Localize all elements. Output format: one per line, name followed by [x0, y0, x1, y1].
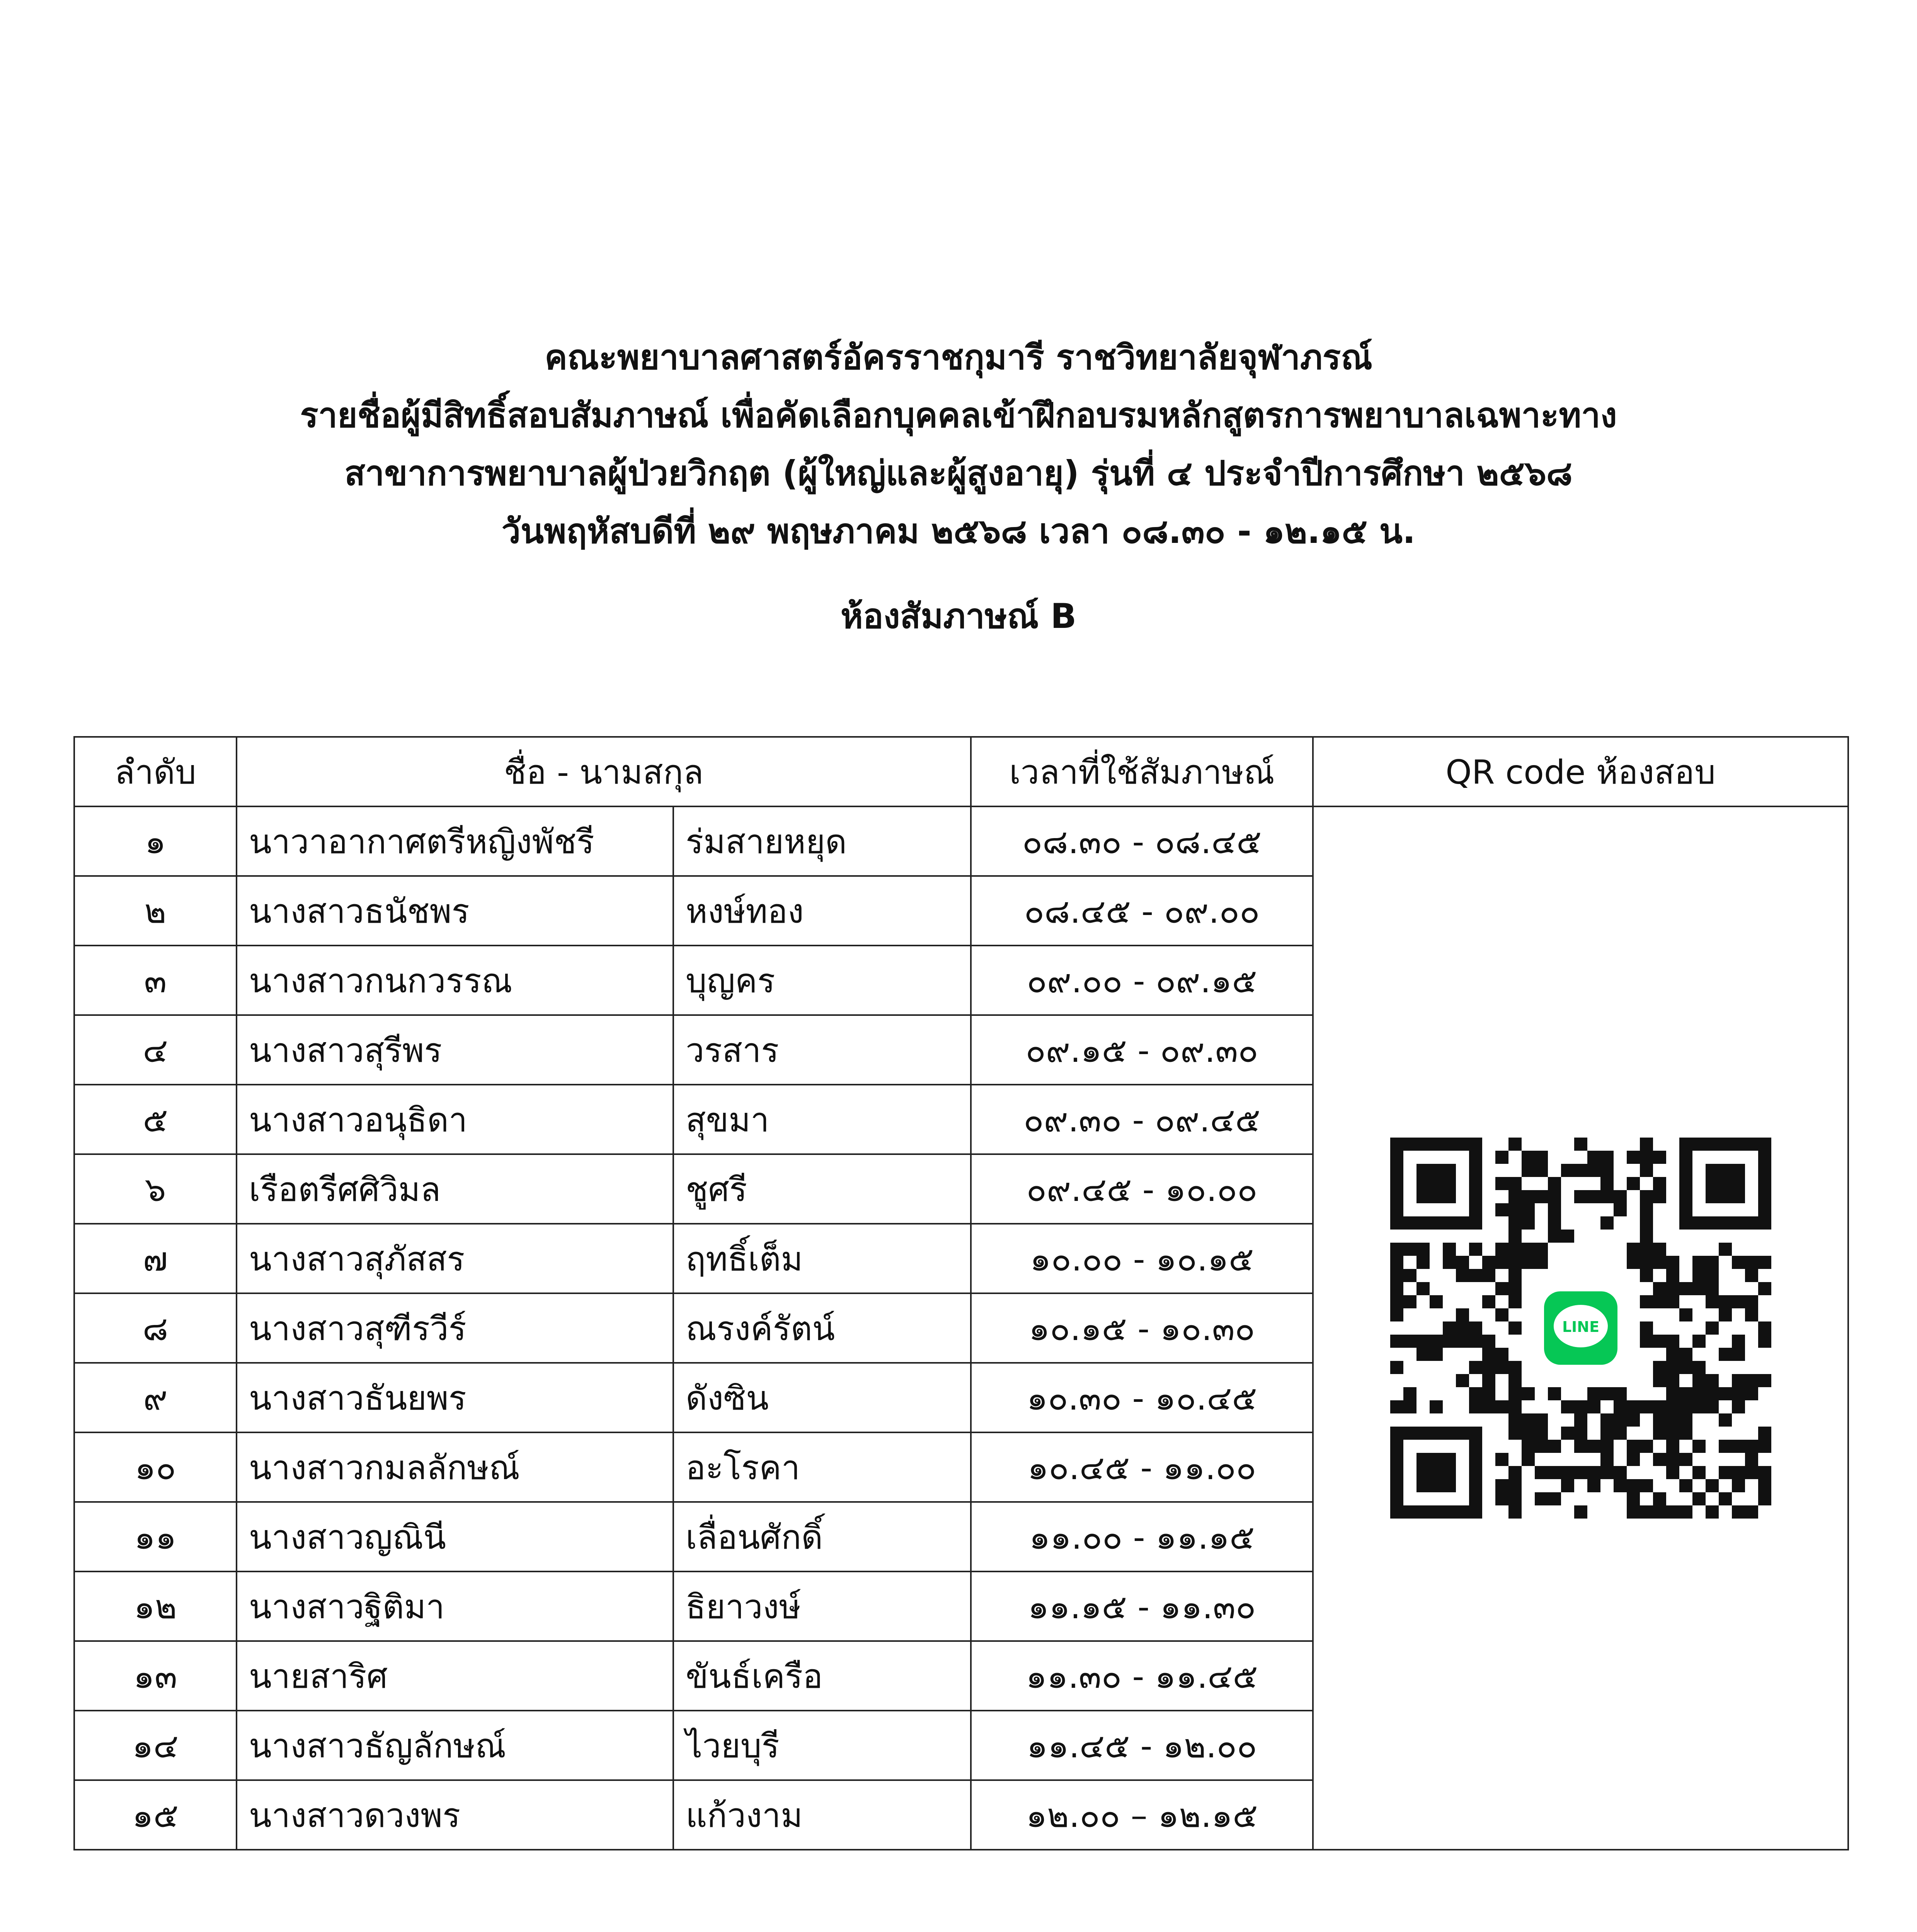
row-first-name: นางสาวธันยพร	[237, 1363, 673, 1432]
row-first-name: นางสาวสุภัสสร	[237, 1224, 673, 1293]
row-number: ๑๑	[74, 1502, 237, 1571]
row-time: ๑๑.๑๕ - ๑๑.๓๐	[971, 1571, 1313, 1641]
row-first-name: นางสาวดวงพร	[237, 1780, 673, 1850]
qr-code-cell	[1313, 806, 1848, 1850]
row-first-name: นายสาริศ	[237, 1641, 673, 1711]
row-last-name: บุญคร	[673, 946, 971, 1015]
row-time: ๑๐.๔๕ - ๑๑.๐๐	[971, 1432, 1313, 1502]
announcement-title: รายชื่อผู้มีสิทธิ์สอบสัมภาษณ์ เพื่อคัดเลือกบุคคลเข้าฝึกอบรมหลักสูตรการพยาบาลเฉพาะทาง	[300, 395, 1617, 435]
row-time: ๑๑.๔๕ - ๑๒.๐๐	[971, 1711, 1313, 1780]
row-time: ๑๐.๓๐ - ๑๐.๔๕	[971, 1363, 1313, 1432]
row-time: ๑๐.๐๐ - ๑๐.๑๕	[971, 1224, 1313, 1293]
row-last-name: ไวยบุรี	[673, 1711, 971, 1780]
row-time: ๐๙.๐๐ - ๐๙.๑๕	[971, 946, 1313, 1015]
row-first-name: นางสาวสุฑีรวีร์	[237, 1293, 673, 1363]
row-first-name: นางสาวกมลลักษณ์	[237, 1432, 673, 1502]
room-title: ห้องสัมภาษณ์ B	[840, 596, 1077, 636]
row-first-name: นางสาวธนัชพร	[237, 876, 673, 946]
row-last-name: วรสาร	[673, 1015, 971, 1085]
line-logo-text: LINE	[1562, 1318, 1599, 1335]
row-first-name: นาวาอากาศตรีหญิงพัชรี	[237, 806, 673, 876]
row-last-name: แก้วงาม	[673, 1780, 971, 1850]
row-first-name: นางสาวธัญลักษณ์	[237, 1711, 673, 1780]
row-last-name: ธิยาวงษ์	[673, 1571, 971, 1641]
row-last-name: ร่มสายหยุด	[673, 806, 971, 876]
row-first-name: นางสาวกนกวรรณ	[237, 946, 673, 1015]
row-number: ๑๐	[74, 1432, 237, 1502]
row-last-name: ฤทธิ์เต็ม	[673, 1224, 971, 1293]
row-number: ๑๔	[74, 1711, 237, 1780]
header-no: ลำดับ	[74, 737, 237, 806]
row-last-name: อะโรคา	[673, 1432, 971, 1502]
header-name: ชื่อ - นามสกุล	[237, 737, 971, 806]
row-last-name: ณรงค์รัตน์	[673, 1293, 971, 1363]
interview-date: วันพฤหัสบดีที่ ๒๙ พฤษภาคม ๒๕๖๘ เวลา ๐๘.๓๐ - ๑๒.๑๕ น.	[501, 511, 1416, 551]
row-number: ๗	[74, 1224, 237, 1293]
row-last-name: ดังซิน	[673, 1363, 971, 1432]
row-first-name: นางสาวญณินี	[237, 1502, 673, 1571]
row-last-name: เลื่อนศักดิ์	[673, 1502, 971, 1571]
table-body	[74, 806, 1848, 1850]
row-first-name: เรือตรีศศิวิมล	[237, 1154, 673, 1224]
row-time: ๑๐.๑๕ - ๑๐.๓๐	[971, 1293, 1313, 1363]
interview-schedule-table	[73, 736, 1849, 1850]
program-title: สาขาการพยาบาลผู้ป่วยวิกฤต (ผู้ใหญ่และผู้สูงอายุ) รุ่นที่ ๔ ประจำปีการศึกษา ๒๕๖๘	[344, 453, 1573, 493]
row-time: ๐๙.๓๐ - ๐๙.๔๕	[971, 1085, 1313, 1154]
row-time: ๑๒.๐๐ – ๑๒.๑๕	[971, 1780, 1313, 1850]
row-last-name: ขันธ์เครือ	[673, 1641, 971, 1711]
row-last-name: ชูศรี	[673, 1154, 971, 1224]
row-number: ๔	[74, 1015, 237, 1085]
row-time: ๐๙.๑๕ - ๐๙.๓๐	[971, 1015, 1313, 1085]
table-header-row	[74, 737, 1848, 806]
row-time: ๑๑.๓๐ - ๑๑.๔๕	[971, 1641, 1313, 1711]
row-time: ๐๙.๔๕ - ๑๐.๐๐	[971, 1154, 1313, 1224]
row-number: ๑	[74, 806, 237, 876]
row-number: ๓	[74, 946, 237, 1015]
row-first-name: นางสาวอนุธิดา	[237, 1085, 673, 1154]
document-header	[0, 328, 1917, 645]
header-qr: QR code ห้องสอบ	[1313, 737, 1848, 806]
row-number: ๑๕	[74, 1780, 237, 1850]
row-time: ๐๘.๓๐ - ๐๘.๔๕	[971, 806, 1313, 876]
row-number: ๑๒	[74, 1571, 237, 1641]
row-last-name: หงษ์ทอง	[673, 876, 971, 946]
row-first-name: นางสาวสุรีพร	[237, 1015, 673, 1085]
header-time: เวลาที่ใช้สัมภาษณ์	[971, 737, 1313, 806]
row-time: ๐๘.๔๕ - ๐๙.๐๐	[971, 876, 1313, 946]
row-number: ๖	[74, 1154, 237, 1224]
faculty-title: คณะพยาบาลศาสตร์อัครราชกุมารี ราชวิทยาลัยจุฬาภรณ์	[545, 337, 1372, 377]
row-first-name: นางสาวฐิติมา	[237, 1571, 673, 1641]
row-number: ๒	[74, 876, 237, 946]
row-number: ๕	[74, 1085, 237, 1154]
row-time: ๑๑.๐๐ - ๑๑.๑๕	[971, 1502, 1313, 1571]
table-row	[74, 806, 1848, 876]
row-number: ๑๓	[74, 1641, 237, 1711]
row-number: ๘	[74, 1293, 237, 1363]
qr-code[interactable]	[1390, 1138, 1771, 1519]
row-number: ๙	[74, 1363, 237, 1432]
row-last-name: สุขมา	[673, 1085, 971, 1154]
